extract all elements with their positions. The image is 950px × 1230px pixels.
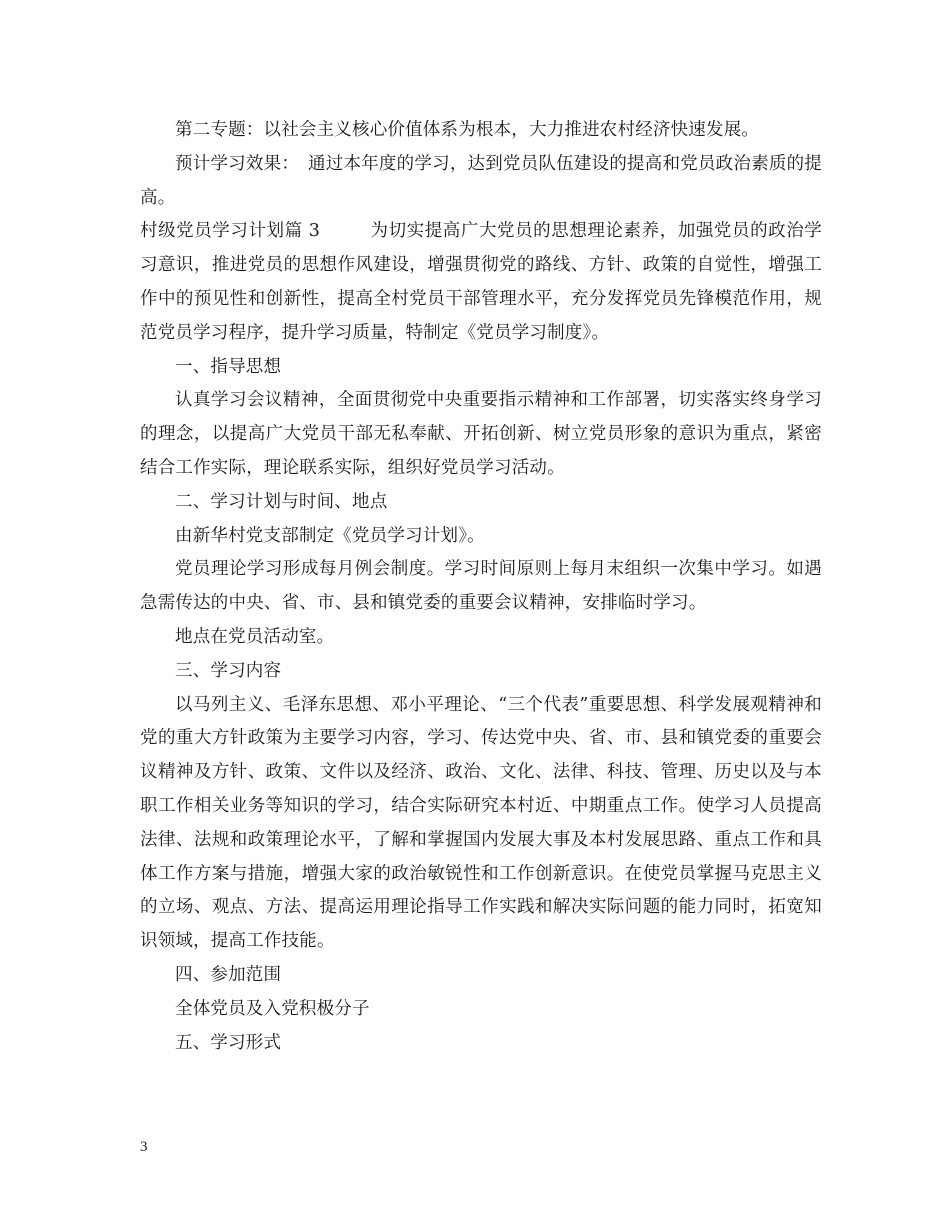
section-heading-participants: 四、参加范围 [175, 964, 282, 985]
document-body [140, 114, 822, 1060]
section-heading-plan-time-place: 二、学习计划与时间、地点 [175, 491, 388, 512]
section-heading-study-form: 五、学习形式 [175, 1032, 282, 1053]
paragraph-location: 地点在党员活动室。 [175, 626, 335, 647]
plan-3-intro-text: 为切实提高广大党员的思想理论素养，加强党员的政治学习意识，推进党员的思想作风建设，增强贯彻党的路线、方针、政策的自觉性，增强工作中的预见性和创新性，提高全村党员干部管理水平，充分发挥党员先锋模范作用，规范党员学习程序，提升学习质量，特制定《党员学习制度》。 [140, 221, 822, 343]
section-heading-study-content: 三、学习内容 [175, 660, 282, 681]
paragraph-guiding-ideology: 认真学习会议精神，全面贯彻党中央重要指示精神和工作部署，切实落实终身学习的理念，以提高广大党员干部无私奉献、开拓创新、树立党员形象的意识为重点，紧密结合工作实际，理论联系实际，组织好党员学习活动。 [140, 390, 822, 478]
paragraph-plan-maker: 由新华村党支部制定《党员学习计划》。 [175, 525, 485, 546]
paragraph-topic-two: 第二专题：以社会主义核心价值体系为根本，大力推进农村经济快速发展。 [175, 120, 760, 140]
page-number: 3 [140, 1139, 148, 1155]
paragraph-expected-effect: 预计学习效果： 通过本年度的学习，达到党员队伍建设的提高和党员政治素质的提高。 [140, 153, 822, 208]
paragraph-participants: 全体党员及入党积极分子 [175, 998, 370, 1019]
paragraph-plan-3-intro [140, 215, 822, 350]
plan-3-heading: 村级党员学习计划篇 3 [140, 221, 321, 242]
paragraph-monthly-meeting: 党员理论学习形成每月例会制度。学习时间原则上每月末组织一次集中学习。如遇急需传达的中央、省、市、县和镇党委的重要会议精神，安排临时学习。 [140, 559, 822, 614]
paragraph-study-content: 以马列主义、毛泽东思想、邓小平理论、“三个代表”重要思想、科学发展观精神和党的重大方针政策为主要学习内容，学习、传达党中央、省、市、县和镇党委的重要会议精神及方针、政策、文件以及经济、政治、文化、法律、科技、管理、历史以及与本职工作相关业务等知识的学习，结合实际研究本村近、中期重点工作。使学习人员提高法律、法规和政策理论水平，了解和掌握国内发展大事及本村发展思路、重点工作和具体工作方案与措施，增强大家的政治敏锐性和工作创新意识。在使党员掌握马克思主义的立场、观点、方法、提高运用理论指导工作实践和解决实际问题的能力同时，拓宽知识领域，提高工作技能。 [140, 694, 822, 952]
section-heading-guiding-ideology: 一、指导思想 [175, 356, 282, 377]
